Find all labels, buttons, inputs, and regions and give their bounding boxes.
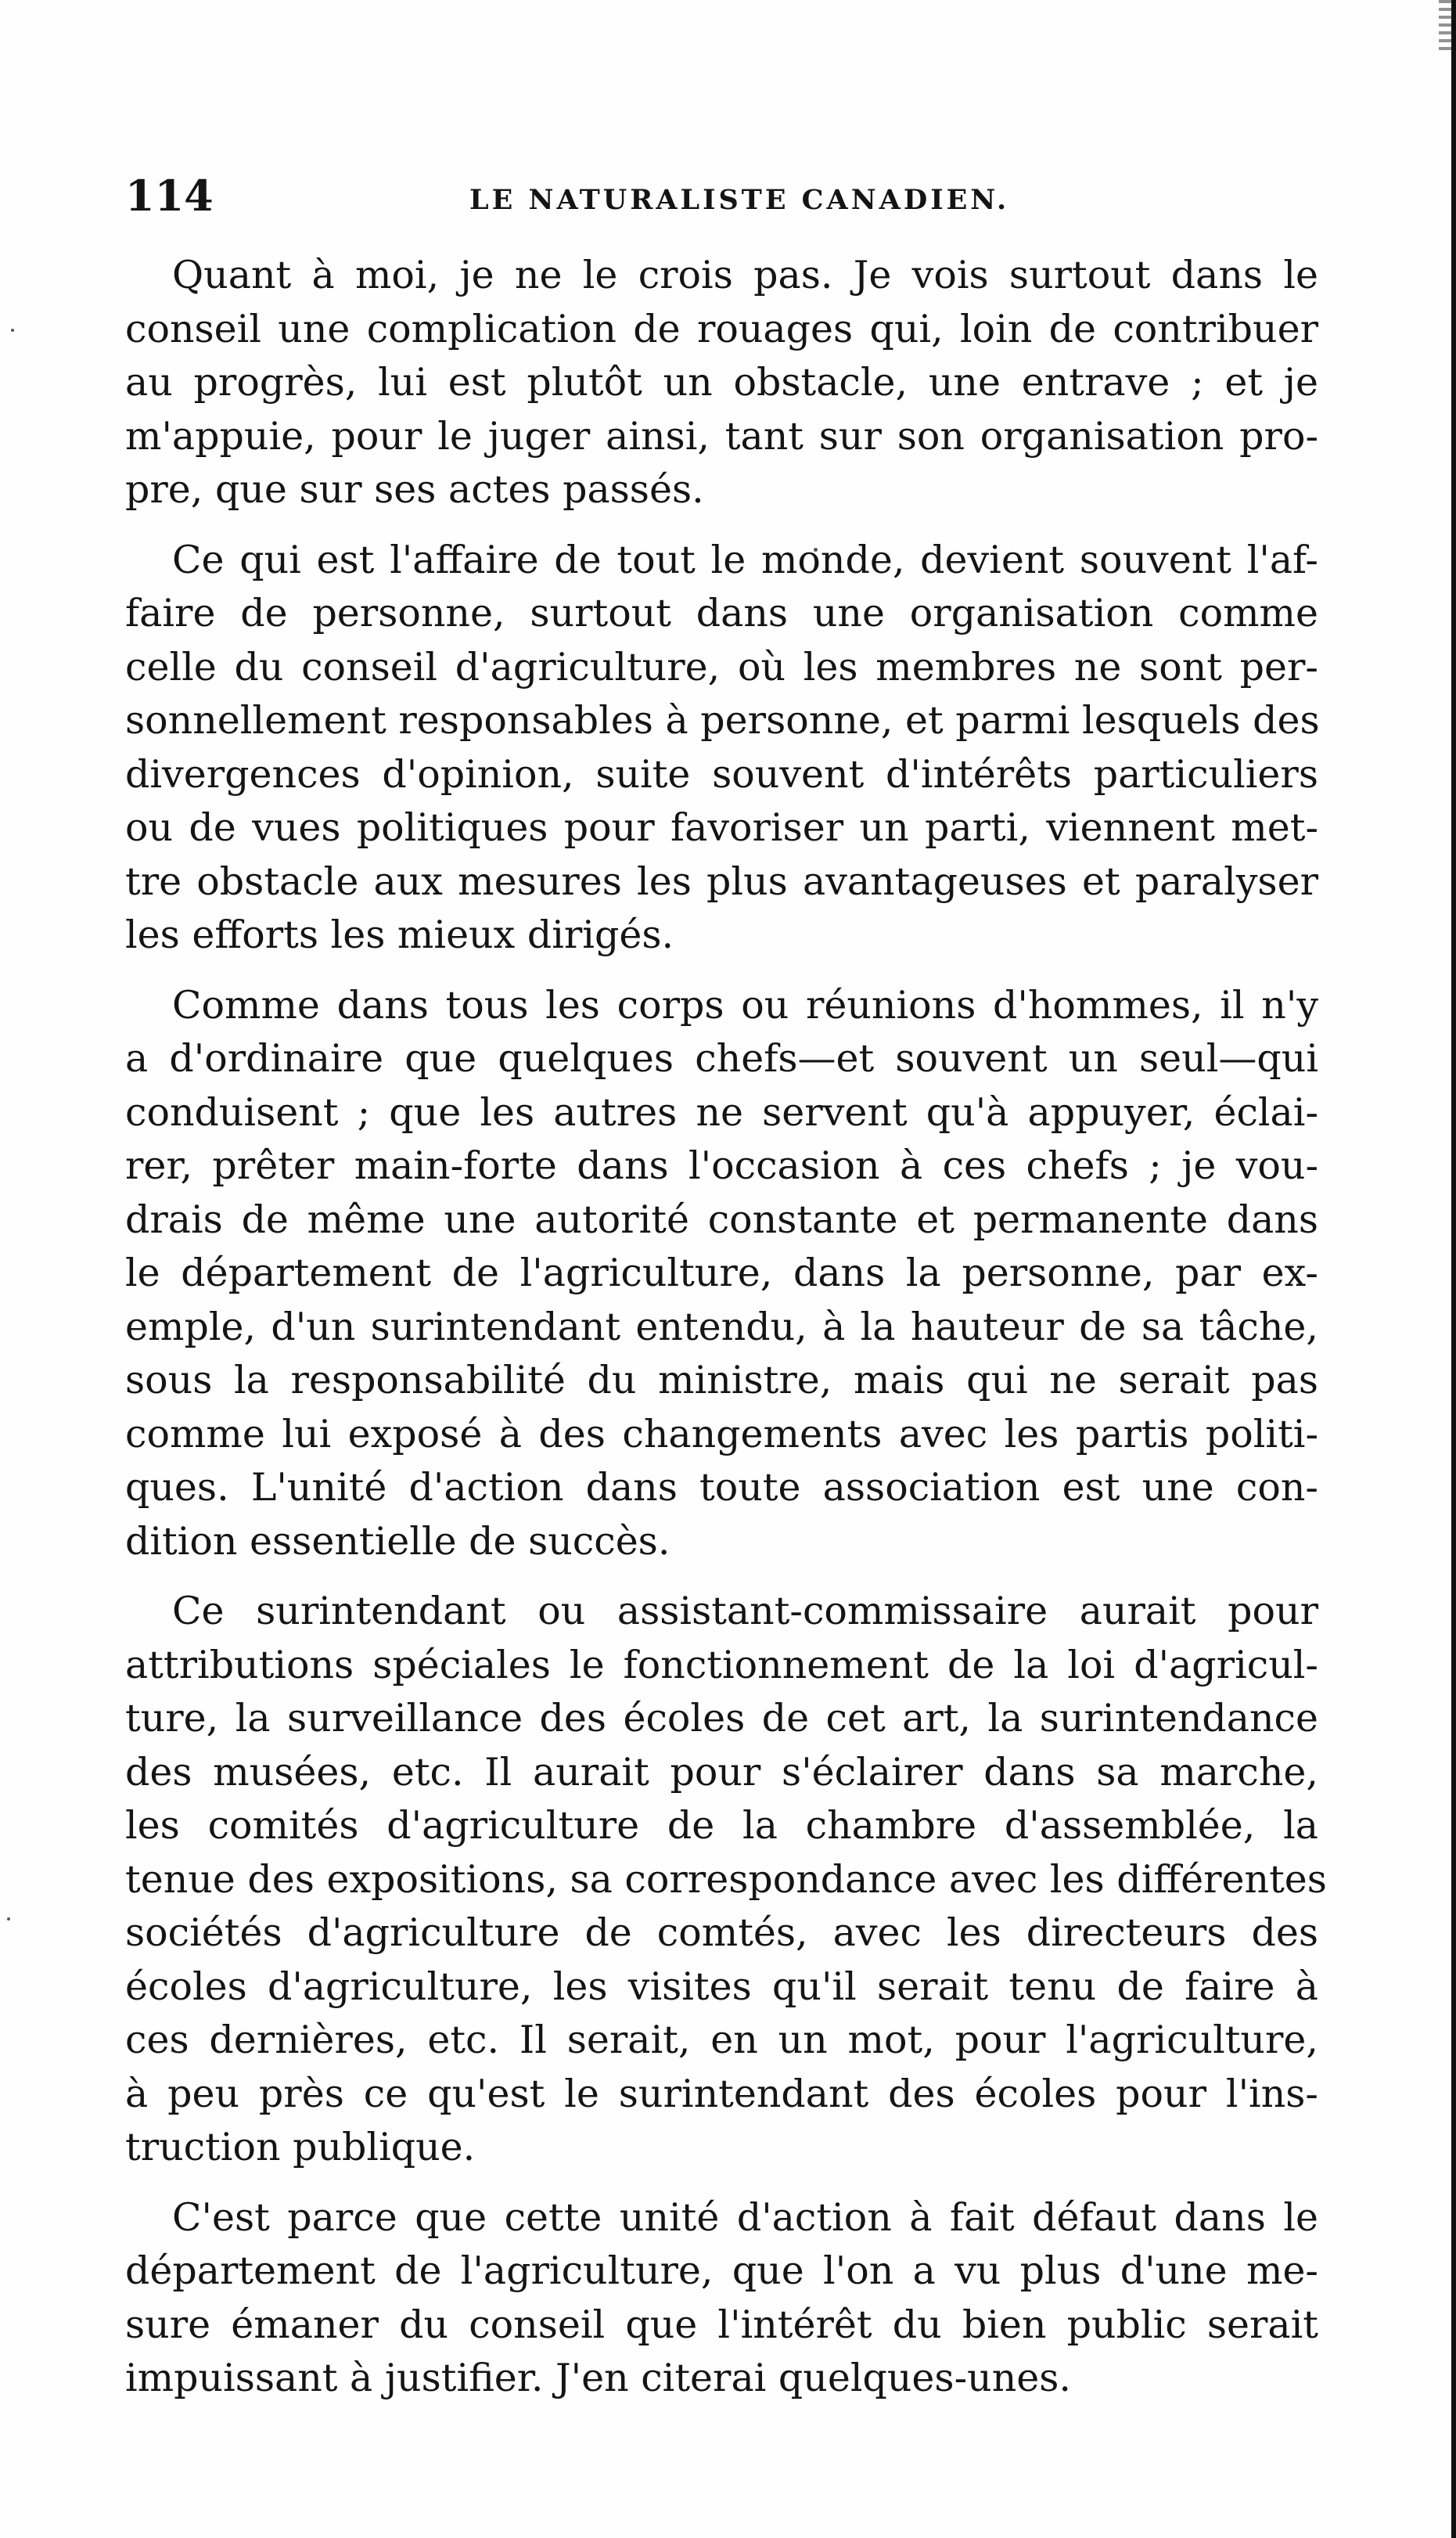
body-text xyxy=(125,249,1327,2422)
text-line: dition essentielle de succès. xyxy=(125,1518,670,1564)
text-line: sous la responsabilité du ministre, mais qui ne serait pas xyxy=(125,1358,1318,1402)
ink-speck xyxy=(7,1917,10,1921)
page-edge-marks xyxy=(1439,0,1451,55)
text-line: département de l'agriculture, que l'on a vu plus d'une me- xyxy=(125,2248,1318,2293)
text-line: comme lui exposé à des changements avec les partis politi- xyxy=(125,1411,1318,1456)
text-line: les comités d'agriculture de la chambre d'assemblée, la xyxy=(125,1803,1318,1848)
text-line: à peu près ce qu'est le surintendant des écoles pour l'ins- xyxy=(125,2071,1318,2116)
text-line: conduisent ; que les autres ne servent qu'à appuyer, éclai- xyxy=(125,1089,1318,1135)
running-head: LE NATURALISTE CANADIEN. xyxy=(469,184,1010,216)
page-edge-shadow xyxy=(1451,0,1456,2538)
text-line: faire de personne, surtout dans une organisation comme xyxy=(125,591,1318,635)
text-line: impuissant à justifier. J'en citerai quelques-unes. xyxy=(125,2356,1071,2400)
text-line: drais de même une autorité constante et permanente dans xyxy=(125,1197,1318,1242)
paragraph-3 xyxy=(125,979,1318,1569)
text-line: le département de l'agriculture, dans la personne, par ex- xyxy=(125,1251,1318,1295)
paragraph-1 xyxy=(125,249,1318,517)
text-line: C'est parce que cette unité d'action à fait défaut dans le xyxy=(172,2194,1318,2240)
text-line: divergences d'opinion, suite souvent d'intérêts particuliers xyxy=(125,751,1318,797)
paragraph-2 xyxy=(125,534,1318,963)
text-line: conseil une complication de rouages qui, loin de contribuer xyxy=(125,306,1318,351)
text-line: ces dernières, etc. Il serait, en un mot, pour l'agriculture, xyxy=(125,2018,1318,2062)
paragraph-4 xyxy=(125,1585,1327,2175)
text-line: ques. L'unité d'action dans toute association est une con- xyxy=(125,1465,1318,1510)
text-line: sure émaner du conseil que l'intérêt du bien public serait xyxy=(125,2302,1318,2347)
text-line: ture, la surveillance des écoles de cet art, la surintendance xyxy=(125,1696,1318,1741)
text-line: sociétés d'agriculture de comtés, avec les directeurs des xyxy=(125,1910,1318,1955)
page-header xyxy=(125,172,1330,219)
text-line: Comme dans tous les corps ou réunions d'hommes, il n'y xyxy=(172,982,1318,1028)
text-line: pre, que sur ses actes passés. xyxy=(125,467,704,512)
text-line: emple, d'un surintendant entendu, à la hauteur de sa tâche, xyxy=(125,1304,1318,1349)
page-number: 114 xyxy=(125,171,214,221)
text-line: les efforts les mieux dirigés. xyxy=(125,913,674,957)
text-line: sonnellement responsables à personne, et parmi lesquels des xyxy=(125,698,1320,743)
text-line: rer, prêter main-forte dans l'occasion à ces chefs ; je vou- xyxy=(125,1143,1318,1188)
text-line: tre obstacle aux mesures les plus avantageuses et paralyser xyxy=(125,859,1318,904)
text-line: ou de vues politiques pour favoriser un parti, viennent met- xyxy=(125,805,1318,850)
text-line: des musées, etc. Il aurait pour s'éclairer dans sa marche, xyxy=(125,1749,1318,1795)
text-line: celle du conseil d'agriculture, où les membres ne sont per- xyxy=(125,644,1318,689)
text-line: écoles d'agriculture, les visites qu'il serait tenu de faire à xyxy=(125,1964,1318,2009)
text-line: attributions spéciales le fonctionnement de la loi d'agricul- xyxy=(125,1642,1318,1687)
text-line: Ce qui est l'affaire de tout le monde, devient souvent l'af- xyxy=(172,537,1318,582)
paragraph-5 xyxy=(125,2191,1318,2406)
text-line: m'appuie, pour le juger ainsi, tant sur son organisation pro- xyxy=(125,413,1318,459)
text-line: truction publique. xyxy=(125,2125,476,2169)
ink-speck xyxy=(11,329,14,332)
text-line: a d'ordinaire que quelques chefs—et souvent un seul—qui xyxy=(125,1036,1318,1081)
text-line: tenue des expositions, sa correspondance avec les différentes xyxy=(125,1856,1327,1902)
text-line: Quant à moi, je ne le crois pas. Je vois surtout dans le xyxy=(172,253,1318,297)
text-line: Ce surintendant ou assistant-commissaire aurait pour xyxy=(172,1589,1318,1633)
text-line: au progrès, lui est plutôt un obstacle, une entrave ; et je xyxy=(125,360,1318,405)
